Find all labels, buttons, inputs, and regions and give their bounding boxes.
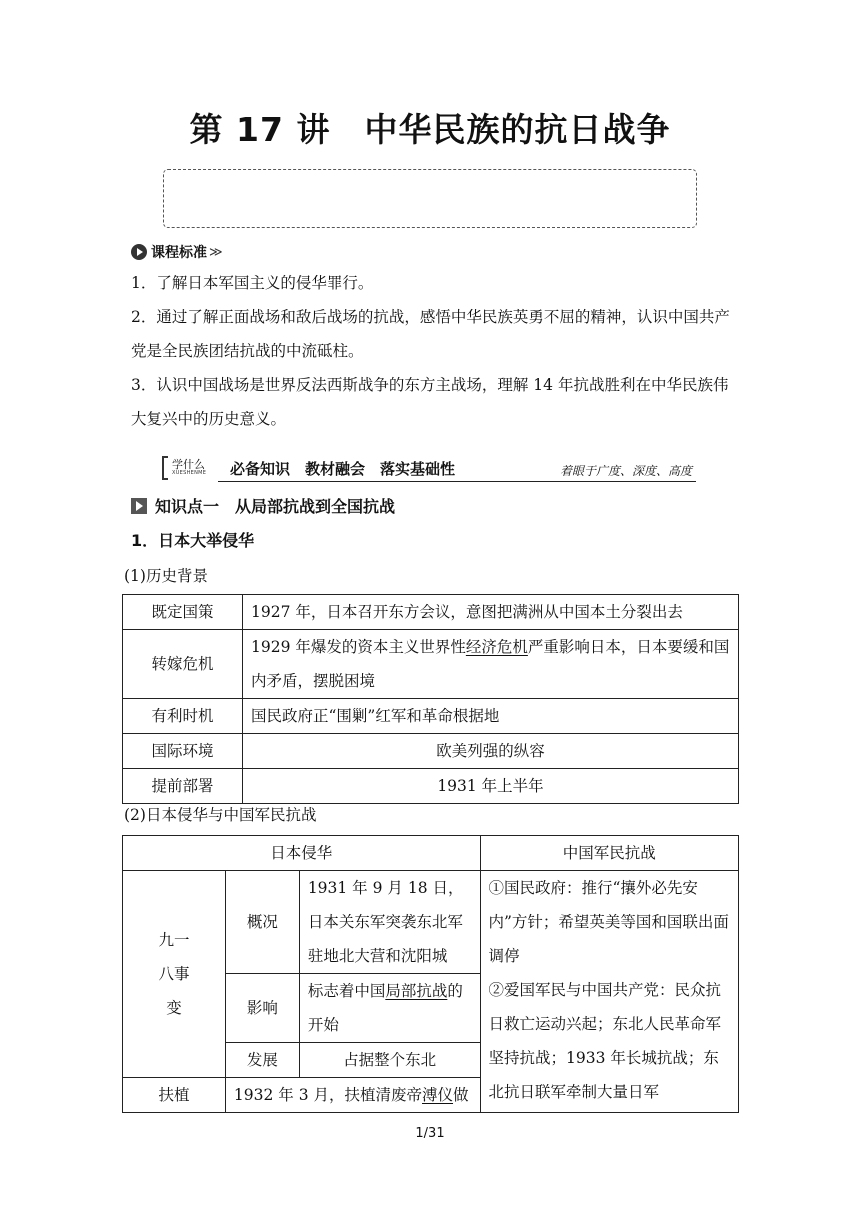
row-key: 转嫁危机: [123, 630, 243, 699]
double-chevron-icon: ≫: [209, 244, 223, 260]
empty-dashed-box: [163, 169, 697, 228]
row-value: 欧美列强的纵容: [243, 734, 739, 769]
header-chinese-resistance: 中国军民抗战: [480, 836, 739, 871]
curriculum-badge: [131, 243, 223, 261]
row-key: 影响: [225, 974, 299, 1043]
banner-aside-text: 着眼于广度、深度、高度: [559, 464, 692, 478]
underlined-term: 局部抗战: [385, 982, 448, 1000]
underlined-term: 经济危机: [465, 638, 528, 656]
underlined-term: 溥仪: [422, 1086, 454, 1104]
table-row: [123, 630, 739, 699]
table-header-row: [123, 836, 739, 871]
page-number: 1/31: [415, 1126, 445, 1141]
row-key: 概况: [225, 871, 299, 974]
banner-main-text: 必备知识 教材融会 落实基础性: [230, 460, 456, 478]
banner-underline: [218, 481, 696, 482]
knowledge-point-title: 从局部抗战到全国抗战: [235, 497, 396, 516]
row-value: 1929 年爆发的资本主义世界性经济危机严重影响日本，日本要缓和国内矛盾，摆脱困境: [243, 630, 739, 699]
curriculum-item-1: 1．了解日本军国主义的侵华罪行。: [131, 274, 374, 292]
row-key: 提前部署: [123, 769, 243, 804]
xueshenme-logo: 学什么 XUESHENME: [162, 456, 214, 480]
row-key: 发展: [225, 1043, 299, 1078]
heading-japan-invasion: 1．日本大举侵华: [131, 531, 255, 550]
row-key: 既定国策: [123, 595, 243, 630]
table-row: [123, 871, 739, 974]
page-title: 第 17 讲 中华民族的抗日战争: [189, 110, 671, 149]
curriculum-label: 课程标准: [151, 245, 207, 261]
subheading-background: (1)历史背景: [124, 567, 208, 585]
table-row: [123, 769, 739, 804]
row-value: 国民政府正“围剿”红军和革命根据地: [243, 699, 739, 734]
puppet-value: 1932 年 3 月，扶植清废帝溥仪做: [225, 1078, 480, 1113]
invasion-resistance-table: [122, 835, 739, 1113]
table-row: [123, 734, 739, 769]
knowledge-point-label: 知识点一: [155, 497, 220, 516]
section-banner: [162, 452, 696, 482]
resistance-cell: ①国民政府：推行“攘外必先安内”方针；希望英美等国和国联出面调停 ②爱国军民与中国共产党：民众抗日救亡运动兴起；东北人民革命军坚持抗战；1933 年长城抗战；东北抗日联军牵制大量日军: [480, 871, 739, 1113]
play-circle-icon: [131, 244, 147, 260]
curriculum-item-2: 2．通过了解正面战场和敌后战场的抗战，感悟中华民族英勇不屈的精神，认识中国共产党是全民族团结抗战的中流砥柱。: [131, 308, 730, 360]
row-value: 1931 年上半年: [243, 769, 739, 804]
table-row: [123, 699, 739, 734]
background-table: [122, 594, 739, 804]
row-value: 标志着中国局部抗战的开始: [299, 974, 480, 1043]
curriculum-item-3: 3．认识中国战场是世界反法西斯战争的东方主战场，理解 14 年抗战胜利在中华民族伟大复兴中的历史意义。: [131, 376, 729, 428]
row-key: 有利时机: [123, 699, 243, 734]
knowledge-point-heading: [131, 494, 395, 517]
play-square-icon: [131, 498, 147, 514]
table-row: [123, 595, 739, 630]
puppet-key: 扶植: [123, 1078, 226, 1113]
row-key: 国际环境: [123, 734, 243, 769]
subheading-invasion-resistance: (2)日本侵华与中国军民抗战: [124, 806, 317, 824]
header-japan-invasion: 日本侵华: [123, 836, 481, 871]
event-918: 九一八事变: [123, 871, 226, 1078]
row-value: 1931 年 9 月 18 日，日本关东军突袭东北军驻地北大营和沈阳城: [299, 871, 480, 974]
row-value: 1927 年，日本召开东方会议，意图把满洲从中国本土分裂出去: [243, 595, 739, 630]
row-value: 占据整个东北: [299, 1043, 480, 1078]
